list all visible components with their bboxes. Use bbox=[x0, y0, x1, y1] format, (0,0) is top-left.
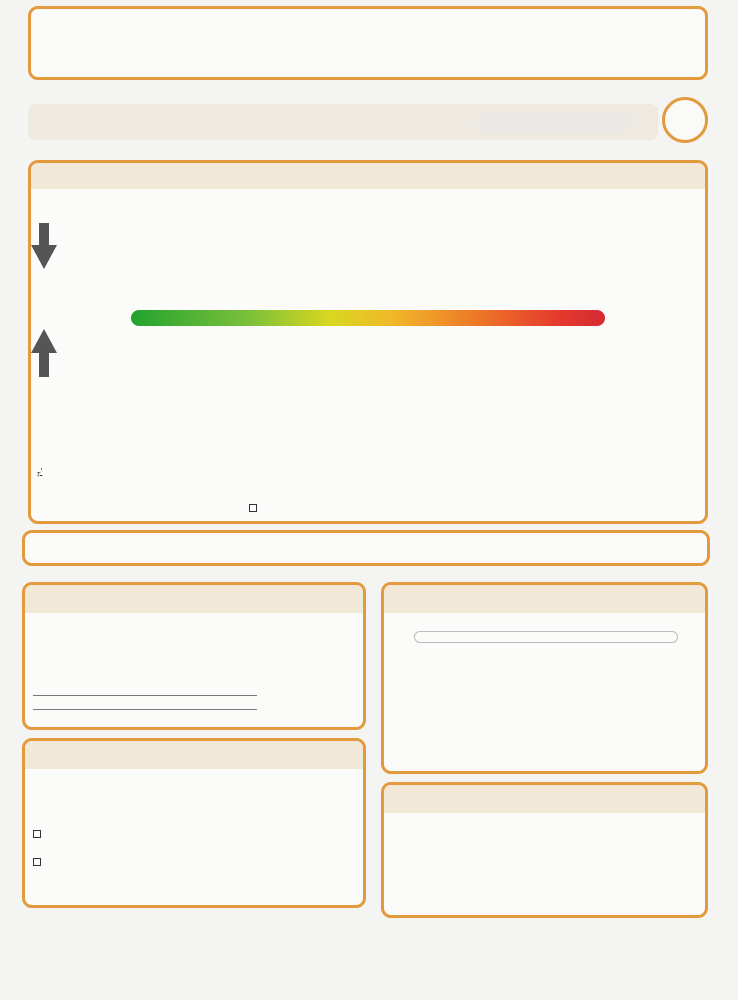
summer-checkbox[interactable] bbox=[249, 504, 257, 512]
renewables-title bbox=[25, 585, 363, 613]
law-reference bbox=[47, 65, 51, 78]
scale-ticks bbox=[131, 297, 605, 309]
erlaeuterung-title bbox=[384, 785, 705, 813]
subheader-bar bbox=[28, 104, 658, 140]
renewables-panel bbox=[22, 582, 366, 730]
h-heading: $_T$' bbox=[37, 466, 43, 479]
registration-number-field bbox=[478, 113, 628, 131]
efficiency-class-scale bbox=[131, 273, 605, 289]
massnahme-1-checkbox[interactable] bbox=[33, 830, 41, 838]
page-number-badge bbox=[662, 97, 708, 143]
header-frame bbox=[28, 6, 708, 80]
primary-energy-arrow-icon bbox=[31, 329, 57, 377]
end-energy-arrow-icon bbox=[31, 223, 57, 271]
energiebedarf-title bbox=[31, 163, 705, 189]
massnahmen-title bbox=[25, 741, 363, 769]
massnahmen-panel bbox=[22, 738, 366, 908]
end-energy-bar bbox=[22, 530, 710, 566]
vergleich-scale bbox=[414, 631, 678, 643]
massnahmen-item-1 bbox=[33, 829, 351, 840]
massnahmen-item-2 bbox=[33, 857, 351, 868]
vergleich-title bbox=[384, 585, 705, 613]
primary-gradient-scale bbox=[131, 310, 605, 326]
energiebedarf-panel bbox=[28, 160, 708, 524]
vergleich-panel bbox=[381, 582, 708, 774]
summer-check bbox=[249, 503, 267, 513]
vergleich-ticks bbox=[414, 646, 678, 656]
massnahme-2-checkbox[interactable] bbox=[33, 858, 41, 866]
erlaeuterung-panel bbox=[381, 782, 708, 918]
